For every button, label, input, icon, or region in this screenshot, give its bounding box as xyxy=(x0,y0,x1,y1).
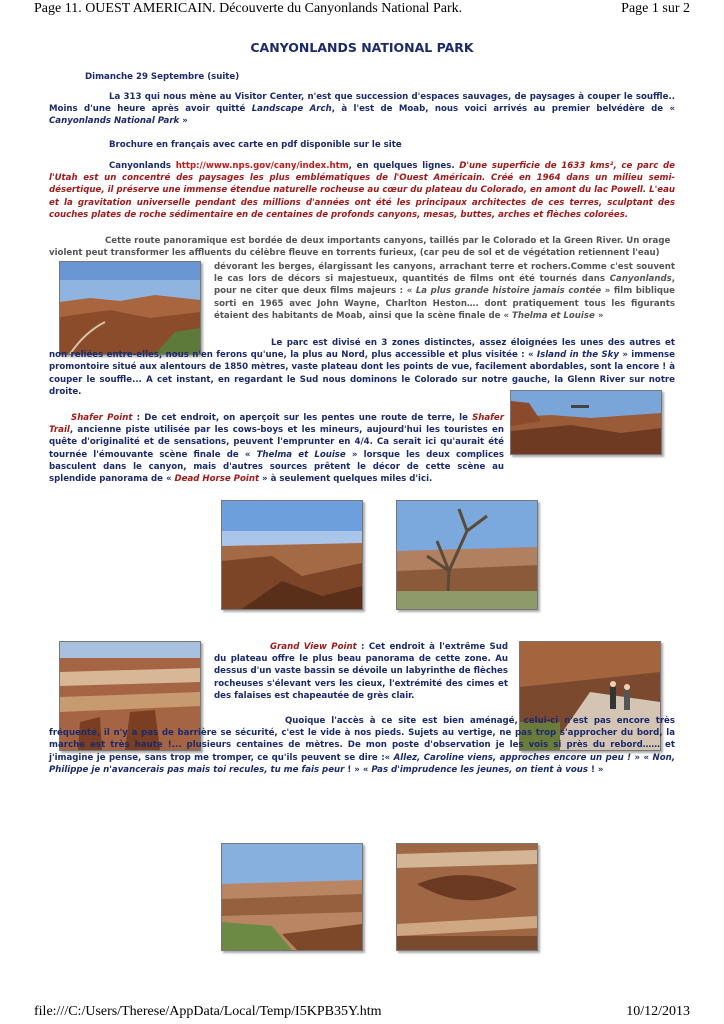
paragraph-zones: Le parc est divisé en 3 zones distinctes, assez éloignées les unes des autres et non reliées entre-elles, nous n'en ferons qu'une, la plus au Nord, plus accessible et plus visitée : « Island in the Sky » immense promontoire situé aux alentours de 1850 mètres, vaste plateau dont les points de vue, facilement abordables, sont la encore ! à couper le souffle... A cet instant, en regardant le Sud nous dominons le Colorado sur notre gauche, la Glenn River sur notre droite. xyxy=(49,338,675,397)
brochure-line: Brochure en français avec carte en pdf disponible sur le site xyxy=(109,140,402,150)
header-title: Page 11. OUEST AMERICAIN. Découverte du Canyonlands National Park. xyxy=(34,1,463,16)
footer-date: 10/12/2013 xyxy=(626,1004,690,1019)
photo-canyon-basin xyxy=(396,843,538,951)
paragraph-shafer: Shafer Point : De cet endroit, on aperçoit sur les pentes une route de terre, le Shafer Trail, ancienne piste utilisée par les cows-boys et les mineurs, aujourd'hui les touristes en quête d'originalité et de sensations, peuvent l'emprunter en 4/4. Ca serait ici qu'aurait été tournée l'émouvante scène finale de « Thelma et Louise » lorsque les deux complices basculent dans le canyon, mais d'autres sources prêtent le décor de cette scène au splendide panorama de « Dead Horse Point » à seulement quelques miles d'ici. xyxy=(49,413,504,485)
park-website-link[interactable]: http://www.nps.gov/cany/index.htm xyxy=(175,161,349,171)
paragraph-grand-view: Grand View Point : Cet endroit à l'extrême Sud du plateau offre le plus beau panorama de cette zone. Au dessus d'un vaste bassin se dévoile un labyrinthe de flèches rocheuses s'élevant vers les cieux, l'extrémité des cimes et des falaises est chapeautée de grès clair. xyxy=(214,642,509,701)
page-title: CANYONLANDS NATIONAL PARK xyxy=(250,40,474,55)
header-page-count: Page 1 sur 2 xyxy=(621,1,690,16)
photo-dead-tree xyxy=(396,500,538,610)
date-line: Dimanche 29 Septembre (suite) xyxy=(85,72,240,82)
footer-file-path: file:///C:/Users/Therese/AppData/Local/Temp/I5KPB35Y.htm xyxy=(34,1004,382,1019)
paragraph-overview: Canyonlands http://www.nps.gov/cany/index.htm, en quelques lignes. D'une superficie de 1633 kms², ce parc de l'Utah est un concentré des paysages les plus emblématiques de l'Ouest Américain. Créé en 1964 dans un milieu semi-désertique, il préserve une immense étendue naturelle rocheuse au cœur du plateau du Colorado, en amont du lac Powell. L'eau et la gravitation universelle pendant des millions d'années ont été les principaux architectes de ces terres, sculptant des couches plates de roche sédimentaire en de centaines de profonds canyons, mesas, buttes, arches et flèches colorées. xyxy=(49,161,675,220)
paragraph-intro: La 313 qui nous mène au Visitor Center, n'est que succession d'espaces sauvages, de paysages à couper le souffle.. Moins d'une heure après avoir quitté Landscape Arch, à l'est de Moab, nous voici arrivés au premier belvédère de « Canyonlands National Park » xyxy=(49,92,676,127)
paragraph-road-line2: violent peut transformer les affluents du célèbre fleuve en torrents furieux, (car peu de sol et de végétation retiennent l'eau) xyxy=(49,248,660,258)
photo-panorama-valley xyxy=(221,843,363,951)
photo-canyon-overlook-1 xyxy=(221,500,363,610)
paragraph-road-line1: Cette route panoramique est bordée de deux importants canyons, taillés par le Colorado et la Green River. Un orage xyxy=(105,236,671,246)
paragraph-access: Quoique l'accès à ce site est bien aménagé, celui-ci n'est pas encore très fréquenté, il n'y a pas de barrière se sécurité, c'est le vide à nos pieds. Sujets au vertige, ne pas trop s'approcher du bord, la marche est très haute !... plusieurs centaines de mètres. De mon poste d'observation je les vois si près du rebord…… et j'imagine je pense, sans trop me tromper, ce qu'ils peuvent se dire :« Allez, Caroline viens, approches encore un peu ! » « Non, Philippe je n'avancerais pas mais toi recules, tu me fais peur ! » « Pas d'imprudence les jeunes, on tient à vous ! » xyxy=(49,716,675,775)
paragraph-road-rest: dévorant les berges, élargissant les canyons, arrachant terre et rochers.Comme c'est souvent le cas lors de décors si majestueux, quantités de films ont été tournés dans Canyonlands, pour ne citer que deux films majeurs : « La plus grande histoire jamais contée » film biblique sorti en 1965 avec John Wayne, Charlton Heston…. dont pratiquement tous les figurants étaient des habitants de Moab, ainsi que la scène finale de « Thelma et Louise » xyxy=(214,262,675,321)
photo-shafer-point xyxy=(510,390,662,455)
